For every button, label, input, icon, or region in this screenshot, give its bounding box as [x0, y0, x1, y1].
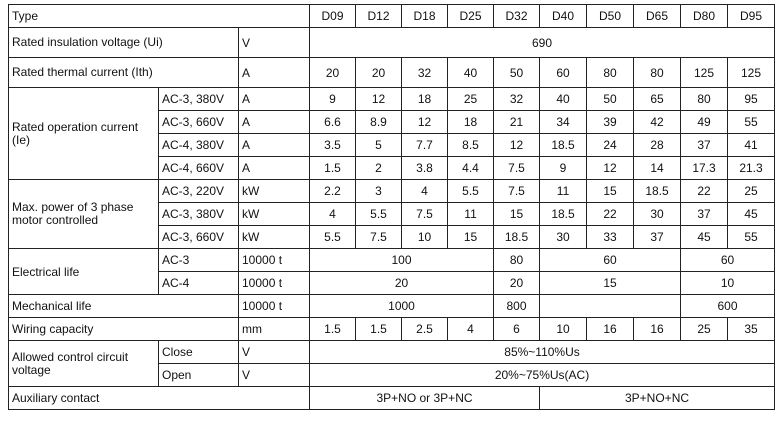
table-cell: 2.2 — [310, 180, 356, 203]
table-cell: 32 — [402, 58, 448, 88]
table-cell: 33 — [587, 226, 634, 249]
mechanical-life-row — [9, 295, 775, 318]
table-cell: 39 — [587, 111, 634, 134]
unit-cell: A — [239, 157, 310, 180]
table-cell: 100 — [310, 249, 494, 272]
table-cell: 17.3 — [681, 157, 728, 180]
table-cell — [634, 295, 681, 318]
model-header: D40 — [540, 5, 587, 28]
thermal-label: Rated thermal current (Ith) — [9, 58, 239, 88]
motor-power-label: Max. power of 3 phase motor controlled — [9, 180, 159, 249]
table-cell: 20%~75%Us(AC) — [310, 364, 775, 387]
insulation-row — [9, 28, 775, 58]
table-cell: 10 — [681, 272, 775, 295]
table-cell: 800 — [494, 295, 540, 318]
table-cell: 9 — [540, 157, 587, 180]
table-cell: 80 — [494, 249, 540, 272]
insulation-label: Rated insulation voltage (Ui) — [9, 28, 239, 58]
table-cell: 22 — [587, 203, 634, 226]
table-cell: 85%~110%Us — [310, 341, 775, 364]
table-cell: 45 — [728, 203, 775, 226]
table-cell: 6 — [494, 318, 540, 341]
table-cell: 40 — [448, 58, 494, 88]
type-header: Type — [9, 5, 310, 28]
wiring-label: Wiring capacity — [9, 318, 239, 341]
table-cell: 60 — [540, 249, 681, 272]
table-cell: 18.5 — [634, 180, 681, 203]
table-cell: 21 — [494, 111, 540, 134]
wiring-row — [9, 318, 775, 341]
table-cell: 25 — [681, 318, 728, 341]
model-header: D50 — [587, 5, 634, 28]
unit-cell: V — [239, 364, 310, 387]
header-row — [9, 5, 775, 28]
table-cell: 2.5 — [402, 318, 448, 341]
table-cell: 95 — [728, 88, 775, 111]
table-cell: 5.5 — [356, 203, 402, 226]
contactor-spec-table — [8, 4, 775, 410]
table-cell: 50 — [587, 88, 634, 111]
table-cell: 14 — [634, 157, 681, 180]
table-cell: 30 — [540, 226, 587, 249]
table-cell: 37 — [681, 134, 728, 157]
model-header: D25 — [448, 5, 494, 28]
table-cell: 1.5 — [310, 157, 356, 180]
table-cell: 15 — [448, 226, 494, 249]
spec-table-container — [8, 4, 775, 410]
table-cell: 25 — [448, 88, 494, 111]
condition-cell: AC-4, 380V — [159, 134, 239, 157]
thermal-row — [9, 58, 775, 88]
table-cell: 600 — [681, 295, 775, 318]
unit-cell: A — [239, 111, 310, 134]
table-cell: 60 — [540, 58, 587, 88]
table-cell: 1.5 — [310, 318, 356, 341]
unit-cell: A — [239, 134, 310, 157]
table-cell: 7.5 — [402, 203, 448, 226]
table-cell: 125 — [681, 58, 728, 88]
table-cell: 15 — [587, 180, 634, 203]
table-cell: 7.5 — [494, 180, 540, 203]
table-cell: 37 — [681, 203, 728, 226]
table-cell: 3P+NO+NC — [540, 387, 775, 410]
model-header: D95 — [728, 5, 775, 28]
table-cell — [540, 295, 634, 318]
table-cell: 3.5 — [310, 134, 356, 157]
table-cell: 20 — [356, 58, 402, 88]
table-cell: 12 — [402, 111, 448, 134]
table-cell: 30 — [634, 203, 681, 226]
table-cell: 10 — [402, 226, 448, 249]
table-cell: 55 — [728, 111, 775, 134]
table-cell: 5 — [356, 134, 402, 157]
table-cell: 3 — [356, 180, 402, 203]
table-cell: 125 — [728, 58, 775, 88]
table-cell: 4 — [310, 203, 356, 226]
model-header: D12 — [356, 5, 402, 28]
table-cell: 4.4 — [448, 157, 494, 180]
table-cell: 12 — [356, 88, 402, 111]
condition-cell: AC-4 — [159, 272, 239, 295]
table-cell: 21.3 — [728, 157, 775, 180]
condition-cell: Open — [159, 364, 239, 387]
unit-cell: V — [239, 341, 310, 364]
electrical-life-row — [9, 249, 775, 272]
table-cell: 16 — [587, 318, 634, 341]
condition-cell: Close — [159, 341, 239, 364]
table-cell: 50 — [494, 58, 540, 88]
table-cell: 1.5 — [356, 318, 402, 341]
table-cell: 20 — [310, 272, 494, 295]
table-cell: 4 — [448, 318, 494, 341]
condition-cell: AC-4, 660V — [159, 157, 239, 180]
condition-cell: AC-3, 660V — [159, 111, 239, 134]
aux-contact-label: Auxiliary contact — [9, 387, 310, 410]
operation-current-label: Rated operation current (Ie) — [9, 88, 159, 180]
condition-cell: AC-3, 220V — [159, 180, 239, 203]
table-cell: 22 — [681, 180, 728, 203]
insulation-value: 690 — [310, 28, 775, 58]
model-header: D80 — [681, 5, 728, 28]
table-cell: 5.5 — [310, 226, 356, 249]
table-cell: 5.5 — [448, 180, 494, 203]
table-cell: 35 — [728, 318, 775, 341]
table-cell: 41 — [728, 134, 775, 157]
table-cell: 6.6 — [310, 111, 356, 134]
table-cell: 7.5 — [356, 226, 402, 249]
table-cell: 80 — [634, 58, 681, 88]
control-voltage-label: Allowed control circuit voltage — [9, 341, 159, 387]
thermal-unit: A — [239, 58, 310, 88]
table-cell: 16 — [634, 318, 681, 341]
table-cell: 34 — [540, 111, 587, 134]
table-cell: 4 — [402, 180, 448, 203]
unit-cell: 10000 t — [239, 295, 310, 318]
table-cell: 12 — [587, 157, 634, 180]
table-cell: 60 — [681, 249, 775, 272]
table-cell: 18.5 — [540, 134, 587, 157]
unit-cell: kW — [239, 226, 310, 249]
table-cell: 15 — [540, 272, 681, 295]
table-cell: 2 — [356, 157, 402, 180]
table-cell: 9 — [310, 88, 356, 111]
condition-cell: AC-3, 660V — [159, 226, 239, 249]
condition-cell: AC-3, 380V — [159, 203, 239, 226]
table-cell: 1000 — [310, 295, 494, 318]
table-cell: 18.5 — [494, 226, 540, 249]
control-voltage-row — [9, 341, 775, 364]
table-cell: 3.8 — [402, 157, 448, 180]
table-cell: 7.5 — [494, 157, 540, 180]
table-cell: 80 — [587, 58, 634, 88]
table-cell: 24 — [587, 134, 634, 157]
table-cell: 55 — [728, 226, 775, 249]
operation-current-row — [9, 88, 775, 111]
table-cell: 12 — [494, 134, 540, 157]
table-cell: 49 — [681, 111, 728, 134]
model-header: D32 — [494, 5, 540, 28]
unit-cell: 10000 t — [239, 272, 310, 295]
unit-cell: A — [239, 88, 310, 111]
table-cell: 18 — [448, 111, 494, 134]
table-cell: 10 — [540, 318, 587, 341]
table-cell: 20 — [310, 58, 356, 88]
table-cell: 28 — [634, 134, 681, 157]
aux-contact-row — [9, 387, 775, 410]
motor-power-row — [9, 180, 775, 203]
table-cell: 42 — [634, 111, 681, 134]
model-header: D09 — [310, 5, 356, 28]
unit-cell: 10000 t — [239, 249, 310, 272]
unit-cell: kW — [239, 203, 310, 226]
insulation-unit: V — [239, 28, 310, 58]
table-cell: 45 — [681, 226, 728, 249]
table-cell: 18.5 — [540, 203, 587, 226]
table-cell: 40 — [540, 88, 587, 111]
unit-cell: mm — [239, 318, 310, 341]
table-cell: 11 — [448, 203, 494, 226]
model-header: D18 — [402, 5, 448, 28]
table-cell: 65 — [634, 88, 681, 111]
table-cell: 3P+NO or 3P+NC — [310, 387, 540, 410]
table-cell: 7.7 — [402, 134, 448, 157]
table-cell: 32 — [494, 88, 540, 111]
unit-cell: kW — [239, 180, 310, 203]
model-header: D65 — [634, 5, 681, 28]
table-cell: 18 — [402, 88, 448, 111]
table-cell: 25 — [728, 180, 775, 203]
condition-cell: AC-3, 380V — [159, 88, 239, 111]
table-cell: 15 — [494, 203, 540, 226]
table-cell: 80 — [681, 88, 728, 111]
table-cell: 20 — [494, 272, 540, 295]
electrical-life-label: Electrical life — [9, 249, 159, 295]
mechanical-life-label: Mechanical life — [9, 295, 239, 318]
condition-cell: AC-3 — [159, 249, 239, 272]
table-cell: 11 — [540, 180, 587, 203]
table-cell: 37 — [634, 226, 681, 249]
table-cell: 8.5 — [448, 134, 494, 157]
table-cell: 8.9 — [356, 111, 402, 134]
